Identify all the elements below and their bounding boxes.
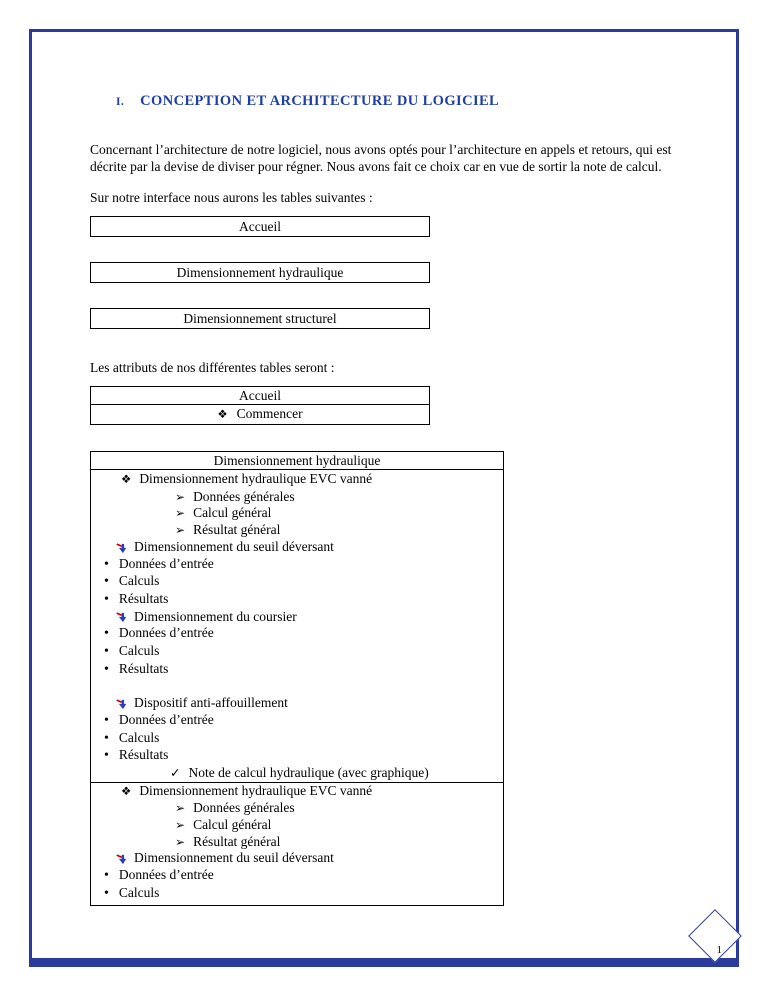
list-item — [91, 556, 503, 574]
list-item-text: Données d’entrée — [118, 867, 214, 883]
down-arrow-icon — [116, 699, 127, 710]
list-item — [91, 834, 503, 851]
arrow-bullet-icon: ➢ — [175, 506, 186, 521]
list-item-text: Dimensionnement hydraulique EVC vanné — [139, 782, 373, 798]
dot-bullet-icon: • — [104, 712, 109, 728]
document-content — [90, 0, 704, 906]
down-arrow-icon — [116, 612, 127, 623]
list-item — [91, 747, 503, 765]
list-item-text: Résultats — [118, 747, 169, 763]
dot-bullet-icon: • — [104, 626, 109, 642]
arrow-bullet-icon: ➢ — [175, 818, 186, 833]
arrow-bullet-icon: ➢ — [175, 801, 186, 816]
interface-table-label: Accueil — [239, 219, 281, 234]
list-item-text: Données d’entrée — [118, 711, 214, 727]
dot-bullet-icon: • — [104, 591, 109, 607]
table-header: Dimensionnement hydraulique — [91, 452, 503, 470]
list-item-text: Données d’entrée — [118, 625, 214, 641]
list-item-text: Résultats — [118, 590, 169, 606]
dot-bullet-icon: • — [104, 644, 109, 660]
dot-bullet-icon: • — [104, 556, 109, 572]
list-item-text: Dimensionnement du seuil déversant — [134, 850, 334, 866]
list-item — [91, 539, 503, 556]
page-title — [116, 92, 704, 111]
diamond-bullet-icon: ❖ — [121, 474, 132, 486]
list-item — [91, 800, 503, 817]
list-item-text: Calculs — [118, 729, 160, 745]
list-item — [91, 489, 503, 506]
dot-bullet-icon: • — [104, 885, 109, 901]
interface-table-label: Dimensionnement hydraulique — [176, 265, 344, 280]
down-arrow-icon — [116, 543, 127, 554]
heading-numeral: I. — [116, 96, 125, 108]
list-item — [91, 591, 503, 609]
list-item-text: Résultat général — [193, 833, 281, 849]
list-item — [91, 783, 503, 801]
list-item — [91, 609, 503, 626]
arrow-bullet-icon: ➢ — [175, 523, 186, 538]
heading-text: CONCEPTION ET ARCHITECTURE DU LOGICIEL — [140, 93, 500, 109]
arrow-bullet-icon: ➢ — [175, 489, 186, 504]
list-item — [91, 522, 503, 539]
list-item — [91, 712, 503, 730]
list-item — [91, 643, 503, 661]
arrow-bullet-icon: ➢ — [175, 834, 186, 849]
list-item — [91, 471, 503, 489]
dot-bullet-icon: • — [104, 574, 109, 590]
attributes-intro-paragraph: Les attributs de nos différentes tables seront : — [90, 360, 335, 375]
list-item — [91, 765, 503, 783]
interface-table-structurel — [90, 308, 430, 329]
list-item — [91, 867, 503, 885]
dot-bullet-icon: • — [104, 730, 109, 746]
table-header: Accueil — [91, 387, 429, 405]
page-number-decoration — [692, 912, 742, 970]
dot-bullet-icon: • — [104, 868, 109, 884]
blank-line — [91, 678, 503, 695]
interface-table-hydraulique — [90, 262, 430, 283]
list-item-text: Résultat général — [193, 522, 281, 538]
list-item-text: Données générales — [193, 800, 295, 816]
list-item-text: Données d’entrée — [118, 555, 214, 571]
diamond-bullet-icon: ❖ — [121, 785, 132, 798]
list-item-text: Données générales — [193, 488, 295, 504]
diamond-bullet-icon: ❖ — [217, 409, 228, 421]
list-item-text: Dimensionnement du coursier — [134, 608, 297, 624]
list-item-text: Calculs — [118, 884, 160, 900]
list-item — [91, 661, 503, 679]
check-bullet-icon: ✓ — [170, 765, 181, 780]
hydraulique-attributes-table — [90, 451, 504, 906]
table-body — [91, 470, 503, 905]
list-item — [91, 850, 503, 867]
accueil-attributes-table — [90, 386, 430, 425]
down-arrow-icon — [116, 854, 127, 865]
list-item — [91, 730, 503, 748]
list-item-text: Commencer — [236, 406, 303, 421]
list-item — [91, 817, 503, 834]
page-number: 1 — [716, 944, 722, 956]
list-item-text: Dispositif anti-affouillement — [134, 695, 288, 711]
interface-table-label: Dimensionnement structurel — [183, 311, 337, 326]
list-item — [91, 505, 503, 522]
intro-paragraph: Concernant l’architecture de notre logiciel, nous avons optés pour l’architecture en appels et retours, qui est décrite par la devise de diviser pour régner. Nous avons fait ce choix car en vue de sortir la note de calcul. — [90, 142, 672, 174]
tables-intro-paragraph: Sur notre interface nous aurons les tables suivantes : — [90, 190, 373, 205]
list-item-text: Note de calcul hydraulique (avec graphique) — [188, 764, 429, 780]
list-item — [91, 625, 503, 643]
list-item-text: Calcul général — [193, 505, 272, 521]
list-item-text: Résultats — [118, 660, 169, 676]
interface-table-accueil — [90, 216, 430, 237]
list-item — [91, 885, 503, 903]
list-item-text: Calculs — [118, 573, 160, 589]
list-item-text: Calcul général — [193, 817, 272, 833]
dot-bullet-icon: • — [104, 748, 109, 764]
list-item-text: Dimensionnement du seuil déversant — [134, 538, 334, 554]
list-item — [91, 405, 429, 424]
list-item — [91, 573, 503, 591]
list-item — [91, 695, 503, 712]
dot-bullet-icon: • — [104, 661, 109, 677]
list-item-text: Dimensionnement hydraulique EVC vanné — [139, 471, 373, 486]
diamond-shape — [688, 909, 742, 963]
list-item-text: Calculs — [118, 643, 160, 659]
